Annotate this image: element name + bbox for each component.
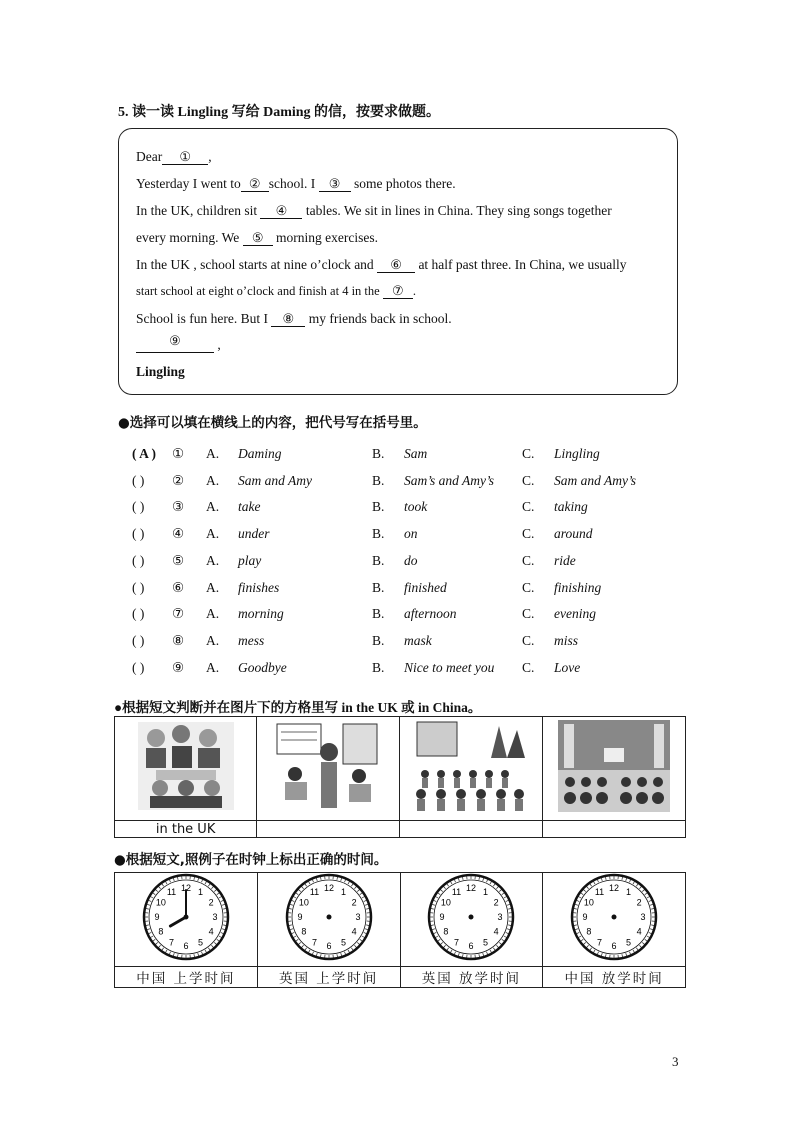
- option-b-label: B.: [372, 632, 385, 648]
- question-row: [132, 473, 692, 499]
- option-c[interactable]: Lingling: [554, 446, 600, 461]
- clock-numeral: 2: [208, 897, 214, 908]
- clock-uk-finish[interactable]: [423, 873, 519, 961]
- clock-numeral: 1: [626, 887, 632, 898]
- clock-numeral: 12: [466, 883, 477, 894]
- option-b-label: B.: [372, 499, 385, 515]
- letter-signature: Lingling: [136, 364, 185, 379]
- option-b-label: B.: [372, 659, 385, 675]
- question-number: ⑥: [172, 579, 185, 595]
- option-b-label: B.: [372, 579, 385, 595]
- option-a-label: A.: [206, 526, 220, 542]
- letter-line-8: ⑨ ,: [136, 332, 221, 353]
- question-number: ④: [172, 526, 185, 542]
- option-b[interactable]: afternoon: [404, 606, 457, 622]
- option-a[interactable]: Sam and Amy: [238, 472, 312, 488]
- question-row: [132, 580, 692, 606]
- answer-bracket[interactable]: ( ): [132, 526, 145, 542]
- picture-table: [114, 716, 686, 838]
- letter-line-6: start school at eight o’clock and finish at 4 in the ⑦ .: [136, 283, 416, 298]
- letter-line-5: In the UK , school starts at nine o’clock and ⑥ at half past three. In China, we usually: [136, 257, 627, 272]
- clock-numeral: 4: [636, 926, 642, 937]
- section-picture-heading: ●根据短文判断并在图片下的方格里写 in the UK 或 in China。: [114, 700, 482, 715]
- option-c-label: C.: [522, 526, 535, 542]
- picture-answer-1[interactable]: in the UK: [115, 821, 257, 838]
- option-c[interactable]: ride: [554, 552, 576, 568]
- clock-numeral: 11: [594, 887, 605, 898]
- clock-numeral: 10: [584, 897, 595, 908]
- option-b-label: B.: [372, 472, 385, 488]
- clock-numeral: 5: [340, 937, 346, 948]
- blank-1[interactable]: ①: [162, 150, 208, 165]
- clock-numeral: 5: [483, 937, 489, 948]
- answer-bracket[interactable]: ( ): [132, 552, 145, 568]
- clock-caption-1: 中国 上学时间: [115, 967, 258, 988]
- picture-classroom-lines: [257, 717, 400, 821]
- answer-bracket[interactable]: ( ): [132, 499, 145, 515]
- clock-numeral: 11: [452, 887, 462, 898]
- option-a[interactable]: mess: [238, 632, 265, 648]
- option-a[interactable]: take: [238, 499, 261, 515]
- option-b-label: B.: [372, 446, 385, 461]
- clock-numeral: 9: [439, 912, 445, 923]
- clock-caption-2: 英国 上学时间: [257, 967, 400, 988]
- letter-line-2: Yesterday I went to ② school. I ③ some photos there.: [136, 176, 456, 191]
- letter-line-3: In the UK, children sit ④ tables. We sit in lines in China. They sing songs together: [136, 203, 612, 218]
- clock-numeral: 8: [158, 926, 164, 937]
- option-b[interactable]: took: [404, 499, 428, 515]
- section-choose-heading: ●选择可以填在横线上的内容，把代号写在括号里。: [118, 415, 427, 431]
- option-c[interactable]: miss: [554, 632, 579, 648]
- question-number: ⑤: [172, 552, 185, 568]
- question-row: [132, 633, 692, 659]
- option-a[interactable]: under: [238, 526, 270, 542]
- clock-uk-start[interactable]: [281, 873, 377, 961]
- option-c[interactable]: Love: [554, 659, 581, 675]
- blank-2[interactable]: ②: [241, 177, 269, 192]
- clock-caption-4: 中国 放学时间: [543, 967, 686, 988]
- question-row: [132, 446, 692, 472]
- option-b[interactable]: Sam’s and Amy’s: [404, 472, 495, 488]
- letter-line-4: every morning. We ⑤ morning exercises.: [136, 230, 378, 245]
- option-b-label: B.: [372, 552, 385, 568]
- option-b[interactable]: mask: [404, 632, 432, 648]
- clock-numeral: 12: [180, 883, 191, 894]
- clock-numeral: 1: [340, 887, 346, 898]
- question-row: [132, 660, 692, 686]
- clock-numeral: 7: [597, 937, 603, 948]
- option-a-label: A.: [206, 472, 220, 488]
- clock-numeral: 12: [323, 883, 334, 894]
- clock-numeral: 4: [208, 926, 214, 937]
- clock-numeral: 6: [183, 941, 189, 952]
- letter-line-1: Dear ① ,: [136, 149, 212, 164]
- option-a-label: A.: [206, 659, 220, 675]
- option-a[interactable]: finishes: [238, 579, 280, 595]
- option-c-label: C.: [522, 472, 535, 488]
- question-number: ③: [172, 499, 185, 515]
- clock-center: [326, 915, 331, 920]
- option-a-label: A.: [206, 552, 220, 568]
- clock-numeral: 12: [609, 883, 620, 894]
- clock-numeral: 7: [311, 937, 317, 948]
- clock-numeral: 9: [582, 912, 588, 923]
- exercise-title: 5. 读一读 Lingling 写给 Daming 的信，按要求做题。: [118, 105, 441, 120]
- answer-bracket[interactable]: ( ): [132, 632, 145, 648]
- option-c-label: C.: [522, 579, 535, 595]
- question-number: ⑧: [172, 632, 185, 648]
- option-b-label: B.: [372, 606, 385, 622]
- question-row: [132, 526, 692, 552]
- option-a[interactable]: Goodbye: [238, 659, 287, 675]
- option-c-label: C.: [522, 659, 535, 675]
- clock-numeral: 11: [166, 887, 177, 898]
- clock-numeral: 6: [468, 941, 474, 952]
- clock-numeral: 3: [355, 912, 361, 923]
- clock-numeral: 1: [483, 887, 489, 898]
- clock-numeral: 6: [611, 941, 617, 952]
- clock-numeral: 1: [197, 887, 203, 898]
- clock-numeral: 10: [155, 897, 166, 908]
- clock-numeral: 8: [586, 926, 592, 937]
- clock-numeral: 3: [640, 912, 646, 923]
- clock-numeral: 8: [301, 926, 307, 937]
- question-number: ⑦: [172, 606, 185, 622]
- clock-numeral: 5: [626, 937, 632, 948]
- clock-numeral: 8: [443, 926, 449, 937]
- picture-answer-3[interactable]: [399, 821, 542, 838]
- option-b[interactable]: do: [404, 552, 418, 568]
- blank-5[interactable]: ⑤: [243, 231, 273, 246]
- answer-bracket[interactable]: ( ): [132, 472, 145, 488]
- option-c-label: C.: [522, 499, 535, 515]
- blank-7[interactable]: ⑦: [383, 284, 413, 299]
- option-a-label: A.: [206, 499, 220, 515]
- clock-numeral: 2: [351, 897, 357, 908]
- clock-table: [114, 872, 686, 988]
- option-b-label: B.: [372, 526, 385, 542]
- clock-numeral: 7: [454, 937, 460, 948]
- clock-numeral: 5: [197, 937, 203, 948]
- option-a-label: A.: [206, 632, 220, 648]
- picture-answer-2[interactable]: [257, 821, 400, 838]
- clock-numeral: 3: [212, 912, 218, 923]
- option-c-label: C.: [522, 446, 535, 461]
- option-a[interactable]: morning: [238, 606, 284, 622]
- clock-numeral: 10: [298, 897, 309, 908]
- clock-china-finish[interactable]: [566, 873, 662, 961]
- clock-center: [469, 915, 474, 920]
- option-b[interactable]: Nice to meet you: [404, 659, 495, 675]
- clock-numeral: 2: [636, 897, 642, 908]
- question-number: ①: [172, 446, 185, 461]
- blank-4[interactable]: ④: [260, 204, 302, 219]
- clock-numeral: 6: [326, 941, 332, 952]
- answer-bracket[interactable]: ( ): [132, 659, 145, 675]
- question-row: [132, 606, 692, 632]
- blank-3[interactable]: ③: [319, 177, 351, 192]
- picture-classroom-tables: [115, 717, 257, 821]
- blank-6[interactable]: ⑥: [377, 258, 415, 273]
- question-row: [132, 553, 692, 579]
- option-c[interactable]: around: [554, 526, 593, 542]
- clock-numeral: 7: [168, 937, 174, 948]
- picture-morning-exercises: [399, 717, 542, 821]
- letter-line-7: School is fun here. But I ⑧ my friends back in school.: [136, 311, 452, 326]
- answer-bracket[interactable]: ( A ): [132, 446, 157, 461]
- option-b[interactable]: finished: [404, 579, 447, 595]
- option-c-label: C.: [522, 552, 535, 568]
- picture-answer-4[interactable]: [542, 821, 685, 838]
- blank-9[interactable]: ⑨: [136, 332, 214, 353]
- clock-caption-3: 英国 放学时间: [400, 967, 543, 988]
- question-number: ②: [172, 472, 185, 488]
- option-c[interactable]: taking: [554, 499, 588, 515]
- option-c-label: C.: [522, 632, 535, 648]
- option-a[interactable]: play: [238, 552, 262, 568]
- clock-numeral: 4: [493, 926, 499, 937]
- option-a-label: A.: [206, 446, 220, 461]
- clock-numeral: 9: [154, 912, 160, 923]
- option-b[interactable]: Sam: [404, 446, 428, 461]
- option-c-label: C.: [522, 606, 535, 622]
- option-a-label: A.: [206, 579, 220, 595]
- clock-numeral: 10: [441, 897, 452, 908]
- clock-numeral: 11: [309, 887, 319, 898]
- option-b[interactable]: on: [404, 526, 418, 542]
- blank-8[interactable]: ⑧: [271, 312, 305, 327]
- section-clock-heading: ●根据短文,照例子在时钟上标出正确的时间。: [114, 852, 388, 868]
- answer-bracket[interactable]: ( ): [132, 579, 145, 595]
- picture-school-hall: [542, 717, 685, 821]
- page-number: 3: [672, 1054, 679, 1069]
- clock-numeral: 2: [493, 897, 499, 908]
- option-a-label: A.: [206, 606, 220, 622]
- question-number: ⑨: [172, 659, 185, 675]
- option-c[interactable]: evening: [554, 606, 596, 622]
- clock-center: [612, 915, 617, 920]
- clock-numeral: 9: [297, 912, 303, 923]
- clock-china-start[interactable]: [138, 873, 234, 961]
- answer-bracket[interactable]: ( ): [132, 606, 145, 622]
- clock-numeral: 3: [497, 912, 503, 923]
- question-row: [132, 499, 692, 525]
- option-a[interactable]: Daming: [238, 446, 282, 461]
- option-c[interactable]: Sam and Amy’s: [554, 472, 637, 488]
- option-c[interactable]: finishing: [554, 579, 602, 595]
- letter-box: [118, 128, 678, 395]
- clock-numeral: 4: [351, 926, 357, 937]
